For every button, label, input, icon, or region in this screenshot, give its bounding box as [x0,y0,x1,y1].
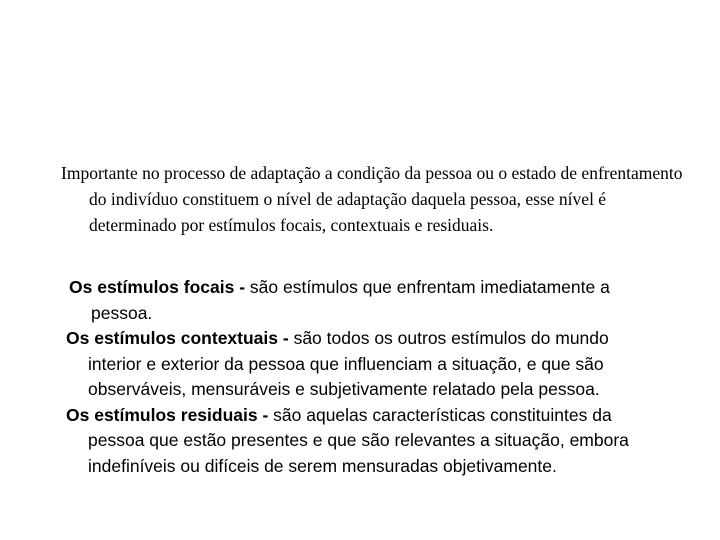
stimulus-focal [66,275,666,326]
stimulus-term: Os estímulos focais - [69,277,246,297]
stimulus-contextual [66,326,666,403]
stimulus-description: são todos os outros estímulos do mundo interior e exterior da pessoa que influenciam a situação, e que são observáveis, mensuráveis e subjetivamente relatado pela pessoa. [88,328,609,399]
stimulus-term: Os estímulos contextuais - [66,328,289,348]
stimulus-residual [66,403,666,480]
stimulus-description: são aquelas características constituintes da pessoa que estão presentes e que são relevantes a situação, embora indefiníveis ou difíceis de serem mensuradas objetivamente. [88,404,629,476]
stimulus-description: são estímulos que enfrentam imediatamente a pessoa. [91,277,610,323]
intro-paragraph: Importante no processo de adaptação a condição da pessoa ou o estado de enfrentamento do indivíduo constituem o nível de adaptação daquela pessoa, esse nível é determinado por estímulos focais, contextuais e residuais. [61,163,683,235]
stimulus-term: Os estímulos residuais - [66,404,269,425]
stimuli-list [66,275,666,479]
